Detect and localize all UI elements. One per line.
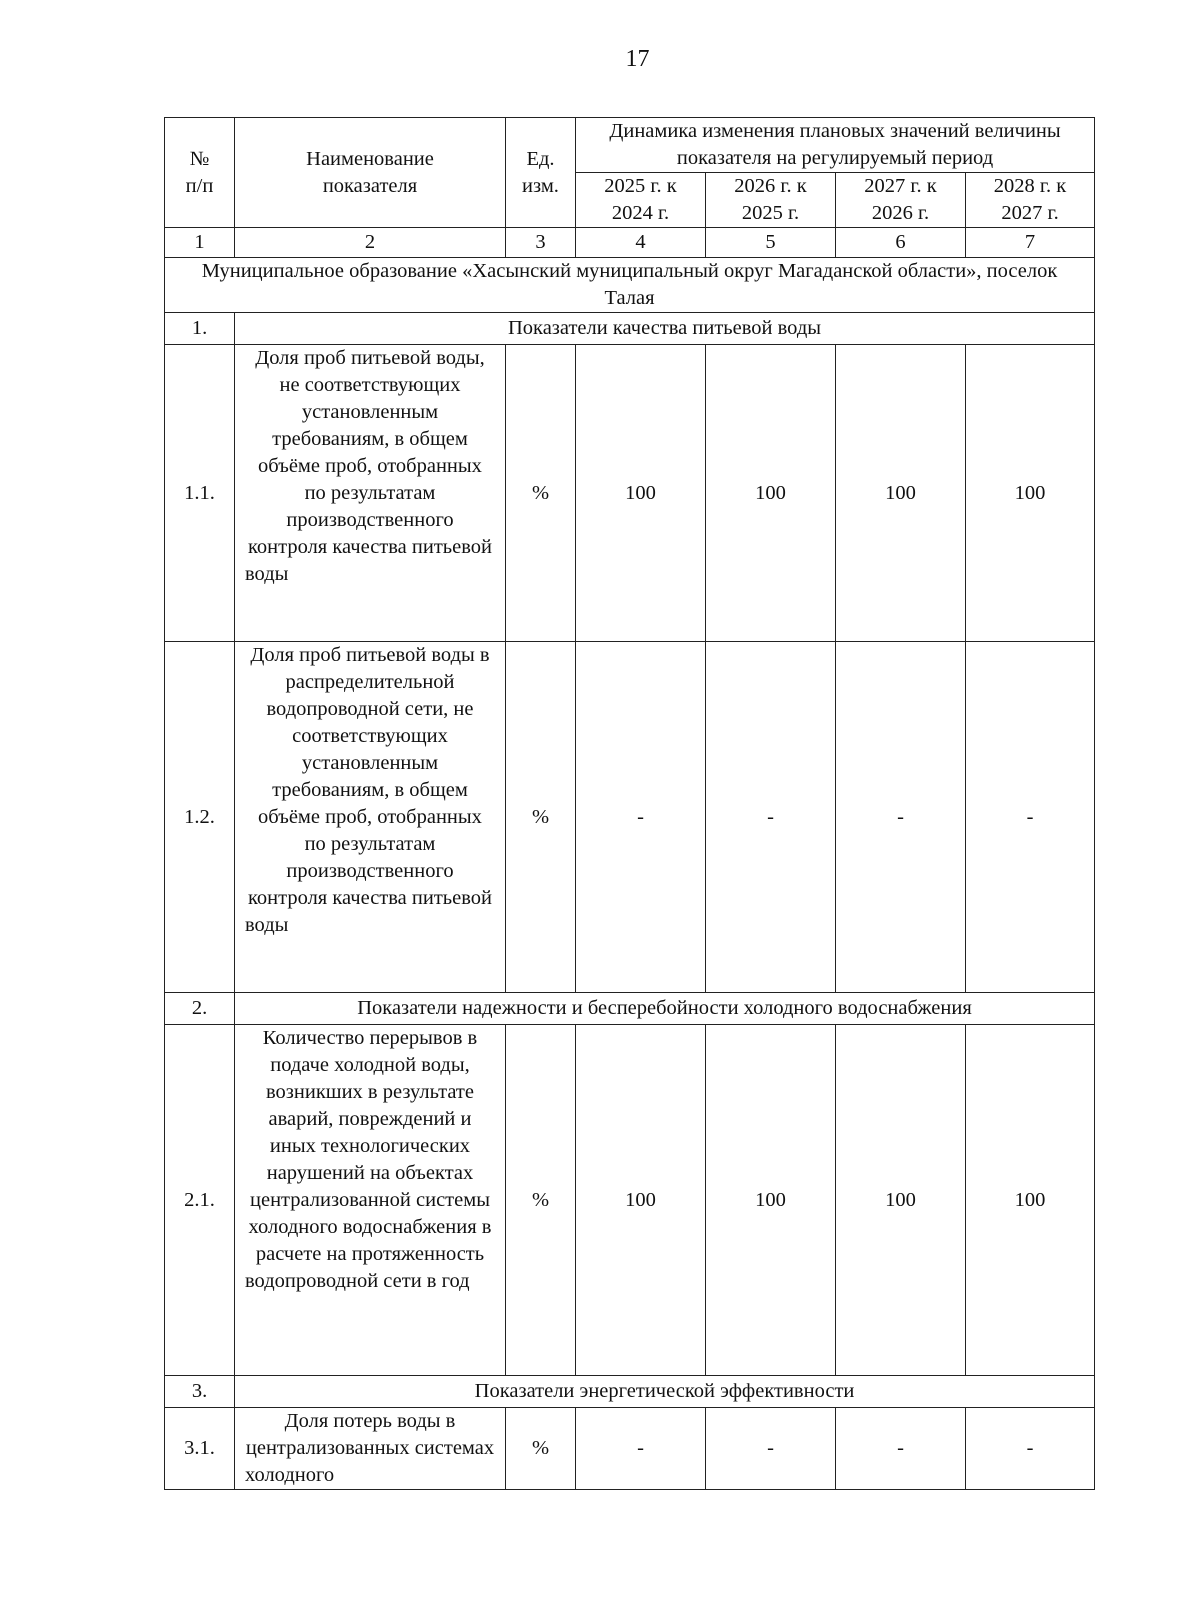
- column-number: 6: [836, 228, 966, 258]
- row-name: Доля проб питьевой воды в распределительной водопроводной сети, не соответствующих установленным требованиям, в общем объёме проб, отобранных по результатам производственного контроля качества питьевой воды: [235, 642, 506, 993]
- section-row: [165, 313, 1095, 345]
- row-value: 100: [706, 345, 836, 642]
- column-number: 5: [706, 228, 836, 258]
- row-value: -: [706, 642, 836, 993]
- table-row: [165, 1025, 1095, 1376]
- row-num: 3.1.: [165, 1408, 235, 1490]
- column-number: 4: [576, 228, 706, 258]
- section-title: Показатели качества питьевой воды: [235, 313, 1095, 345]
- row-value: -: [966, 642, 1095, 993]
- table-row: [165, 642, 1095, 993]
- header-period: 2026 г. к 2025 г.: [706, 173, 836, 228]
- row-value: 100: [836, 345, 966, 642]
- section-num: 2.: [165, 993, 235, 1025]
- row-name: Доля проб питьевой воды, не соответствующих установленным требованиям, в общем объёме проб, отобранных по результатам производственного контроля качества питьевой воды: [235, 345, 506, 642]
- row-value: -: [966, 1408, 1095, 1490]
- row-value: -: [706, 1408, 836, 1490]
- row-value: 100: [576, 345, 706, 642]
- column-numbers-row: [165, 228, 1095, 258]
- row-unit: %: [506, 345, 576, 642]
- column-number: 1: [165, 228, 235, 258]
- section-row: [165, 993, 1095, 1025]
- row-value: -: [836, 642, 966, 993]
- row-unit: %: [506, 1408, 576, 1490]
- header-period: 2028 г. к 2027 г.: [966, 173, 1095, 228]
- row-value: -: [836, 1408, 966, 1490]
- header-name: Наименование показателя: [235, 118, 506, 228]
- header-num: № п/п: [165, 118, 235, 228]
- section-title: Показатели энергетической эффективности: [235, 1376, 1095, 1408]
- municipality-title: Муниципальное образование «Хасынский муниципальный округ Магаданской области», поселок Талая: [165, 258, 1095, 313]
- section-title: Показатели надежности и бесперебойности холодного водоснабжения: [235, 993, 1095, 1025]
- section-num: 1.: [165, 313, 235, 345]
- row-value: 100: [966, 345, 1095, 642]
- row-value: -: [576, 1408, 706, 1490]
- row-num: 1.1.: [165, 345, 235, 642]
- row-value: 100: [966, 1025, 1095, 1376]
- page-number: 17: [625, 46, 650, 72]
- header-dynamics: Динамика изменения плановых значений величины показателя на регулируемый период: [576, 118, 1095, 173]
- municipality-row: [165, 258, 1095, 313]
- row-num: 1.2.: [165, 642, 235, 993]
- column-number: 2: [235, 228, 506, 258]
- row-value: 100: [836, 1025, 966, 1376]
- table-row: [165, 345, 1095, 642]
- header-unit: Ед. изм.: [506, 118, 576, 228]
- column-number: 3: [506, 228, 576, 258]
- header-period: 2027 г. к 2026 г.: [836, 173, 966, 228]
- row-num: 2.1.: [165, 1025, 235, 1376]
- row-value: 100: [706, 1025, 836, 1376]
- header-row-1: [165, 118, 1095, 173]
- row-value: 100: [576, 1025, 706, 1376]
- section-row: [165, 1376, 1095, 1408]
- row-name: Количество перерывов в подаче холодной воды, возникших в результате аварий, повреждений и иных технологических нарушений на объектах централизованной системы холодного водоснабжения в расчете на протяженность водопроводной сети в год: [235, 1025, 506, 1376]
- indicators-table: [164, 117, 1095, 1490]
- row-unit: %: [506, 1025, 576, 1376]
- column-number: 7: [966, 228, 1095, 258]
- section-num: 3.: [165, 1376, 235, 1408]
- table-row: [165, 1408, 1095, 1490]
- row-unit: %: [506, 642, 576, 993]
- header-period: 2025 г. к 2024 г.: [576, 173, 706, 228]
- row-value: -: [576, 642, 706, 993]
- row-name: Доля потерь воды в централизованных системах холодного: [235, 1408, 506, 1490]
